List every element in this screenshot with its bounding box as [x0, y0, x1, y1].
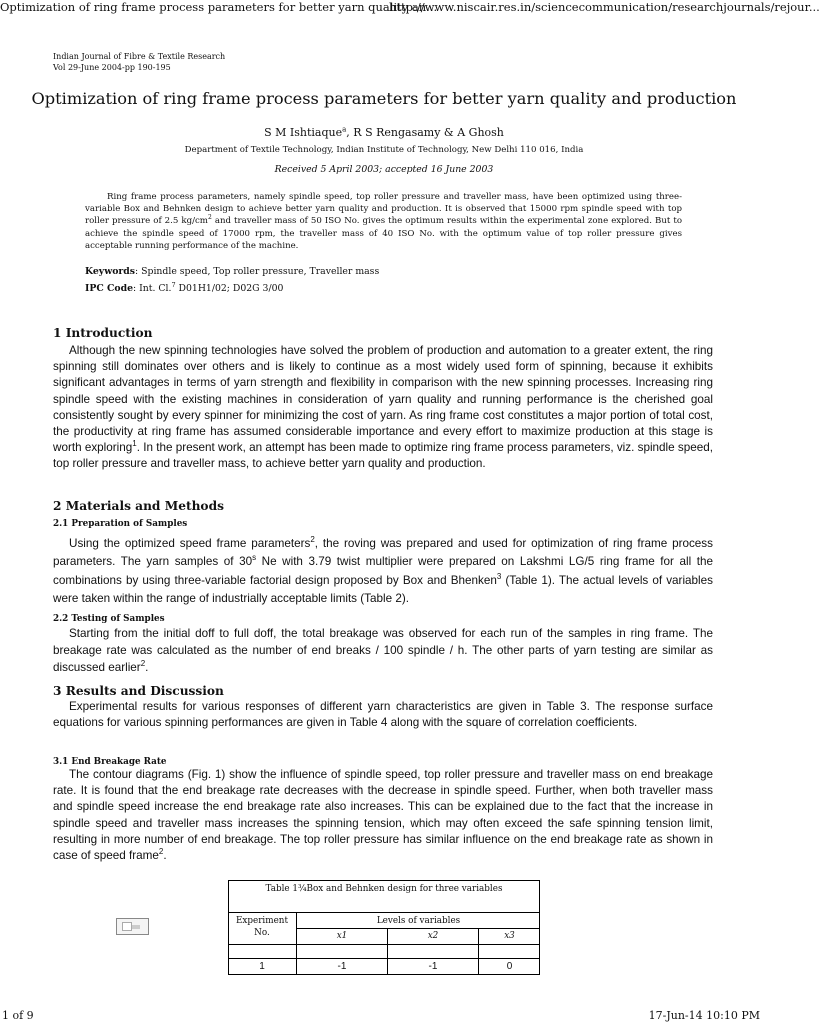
heading-preparation: 2.1 Preparation of Samples — [53, 519, 188, 529]
heading-testing: 2.2 Testing of Samples — [53, 614, 165, 624]
table-header-x2: x2 — [427, 931, 439, 941]
journal-name: Indian Journal of Fibre & Textile Research — [53, 52, 226, 61]
heading-introduction: 1 Introduction — [53, 326, 153, 340]
journal-info — [53, 51, 225, 73]
keywords — [85, 266, 379, 277]
table-1 — [228, 880, 540, 975]
testing-text-a: Starting from the initial doff to full doff, the total breakage was observed for each run of the samples in ring frame. The breakage rate was calculated as the number of end breaks / 100 spindle / h. The other parts of yarn testing are similar as discussed earlier — [53, 627, 713, 674]
prep-text-b: , the roving was prepared and used for optimization of ring frame process parameters. The yarn samples of 30 — [53, 537, 713, 569]
author-mark: a — [342, 125, 347, 134]
prep-sup-3: 3 — [496, 571, 502, 581]
results-paragraph — [53, 699, 713, 731]
keywords-label: Keywords — [85, 266, 136, 277]
end-breakage-paragraph — [53, 767, 713, 864]
intro-sup: 1 — [132, 439, 137, 449]
table-header-experiment: Experiment No. — [236, 916, 288, 938]
authors — [0, 126, 768, 139]
journal-issue: Vol 29-June 2004-pp 190-195 — [53, 63, 171, 72]
table-cell-x3: 0 — [506, 961, 513, 972]
testing-text-b: . — [145, 661, 149, 674]
received-date: Received 5 April 2003; accepted 16 June 2003 — [274, 164, 494, 175]
ipc-text-b: D01H1/02; D02G 3/00 — [175, 283, 284, 294]
table-cell-x2: -1 — [428, 961, 438, 972]
heading-results: 3 Results and Discussion — [53, 684, 224, 698]
ipc-text-a: : Int. Cl. — [133, 283, 172, 294]
ipc-sup: 7 — [171, 280, 176, 289]
abstract-text-2: and traveller mass of 50 ISO No. gives the optimum results within the experimental zone explored. But to achieve the spindle speed of 17000 rpm, the traveller mass of 40 ISO No. with the optimum value of top roller pressure gives acceptable running performance of the machine. — [85, 216, 682, 251]
abstract — [85, 191, 682, 252]
print-timestamp: 17-Jun-14 10:10 PM — [648, 1009, 760, 1022]
heading-materials: 2 Materials and Methods — [53, 499, 224, 513]
page-title: Optimization of ring frame process parameters for better yarn quality an... — [0, 0, 438, 14]
table-cell-experiment: 1 — [259, 961, 265, 972]
article-title: Optimization of ring frame process parameters for better yarn quality and production — [31, 89, 737, 108]
table-cell-x1: -1 — [337, 961, 347, 972]
ipc-code — [85, 280, 284, 294]
intro-text-b: . In the present work, an attempt has been made to optimize ring frame process parameters, viz. spindle speed, top roller pressure and traveller mass, to achieve better yarn quality and production. — [53, 441, 713, 471]
broken-image-icon[interactable] — [116, 918, 149, 935]
author-first: S M Ishtiaque — [264, 126, 343, 139]
abstract-text-1: Ring frame process parameters, namely spindle speed, top roller pressure and traveller mass, have been optimized using three-variable Box and Behnken design to achieve better yarn quality and production. It is observed that 15000 rpm spindle speed with top roller pressure of 2.5 kg/cm — [85, 192, 682, 227]
prep-text-a: Using the optimized speed frame parameters — [69, 537, 311, 550]
abstract-sup: 2 — [207, 214, 212, 222]
page-number: 1 of 9 — [2, 1009, 34, 1022]
results-text: Experimental results for various responses of different yarn characteristics are given in Table 3. The response surface equations for various spinning performances are given in Table 4 along with the square of correlation coefficients. — [53, 700, 713, 730]
testing-sup: 2 — [140, 659, 146, 669]
prep-text-c: Ne with 3.79 twist multiplier were prepared on Lakshmi LG/5 ring frame for all the combinations by using three-variable factorial design proposed by Box and Bhenken — [53, 555, 714, 587]
breakage-text-a: The contour diagrams (Fig. 1) show the influence of spindle speed, top roller pressure and traveller mass on end breakage rate. It is found that the end breakage rate decreases with the decrease in spindle speed. Further, when both traveller mass and spindle speed increase the end breakage rate also increases. This can be explained due to the fact that the increase in spindle speed and traveller mass increases the spinning tension, which may often exceed the safe spinning tension limit, resulting in more number of end breakage. The top roller pressure has similar influence on the end breakage rate as shown in case of speed frame — [53, 768, 713, 863]
prep-sup-1: 2 — [310, 535, 315, 545]
print-header — [0, 0, 820, 16]
table-header-levels: Levels of variables — [376, 916, 461, 926]
table-header-x3: x3 — [504, 931, 515, 941]
affiliation: Department of Textile Technology, Indian Institute of Technology, New Delhi 110 016, India — [184, 145, 584, 155]
heading-end-breakage: 3.1 End Breakage Rate — [53, 757, 167, 767]
keywords-text: : Spindle speed, Top roller pressure, Traveller mass — [135, 266, 380, 277]
author-rest: , R S Rengasamy & A Ghosh — [346, 126, 504, 139]
breakage-sup: 2 — [158, 847, 164, 857]
prep-text-d: (Table 1). The actual levels of variables were taken within the range of industrially acceptable limits (Table 2). — [53, 573, 713, 605]
testing-paragraph — [53, 625, 713, 676]
preparation-paragraph — [53, 535, 713, 608]
intro-text-a: Although the new spinning technologies have solved the problem of production and automation to a greater extent, the ring spinning still dominates over others and is likely to continue as a most widely used form of spinning, because it exhibits significant advantages in terms of yarn strength and flexibility in comparison with the new spinning processes. Increasing ring spindle speed with the existing machines in consideration of yarn quality and running performance is the cherished goal consistently sought by every spinner for minimizing the cost of yarn. As ring frame cost constitutes a major portion of total cost, the productivity at ring frame has assumed considerable importance and every effort to maximize production at this stage is worth exploring — [53, 344, 713, 455]
table-caption: Table 1¾Box and Behnken design for three variables — [265, 884, 503, 894]
table-header-x1: x1 — [336, 931, 348, 941]
page-url[interactable]: http://www.niscair.res.in/sciencecommunication/researchjournals/rejour... — [389, 0, 820, 14]
ipc-label: IPC Code — [85, 283, 133, 294]
prep-sup-2: s — [252, 553, 257, 563]
breakage-text-b: . — [163, 849, 167, 863]
intro-paragraph — [53, 343, 713, 473]
